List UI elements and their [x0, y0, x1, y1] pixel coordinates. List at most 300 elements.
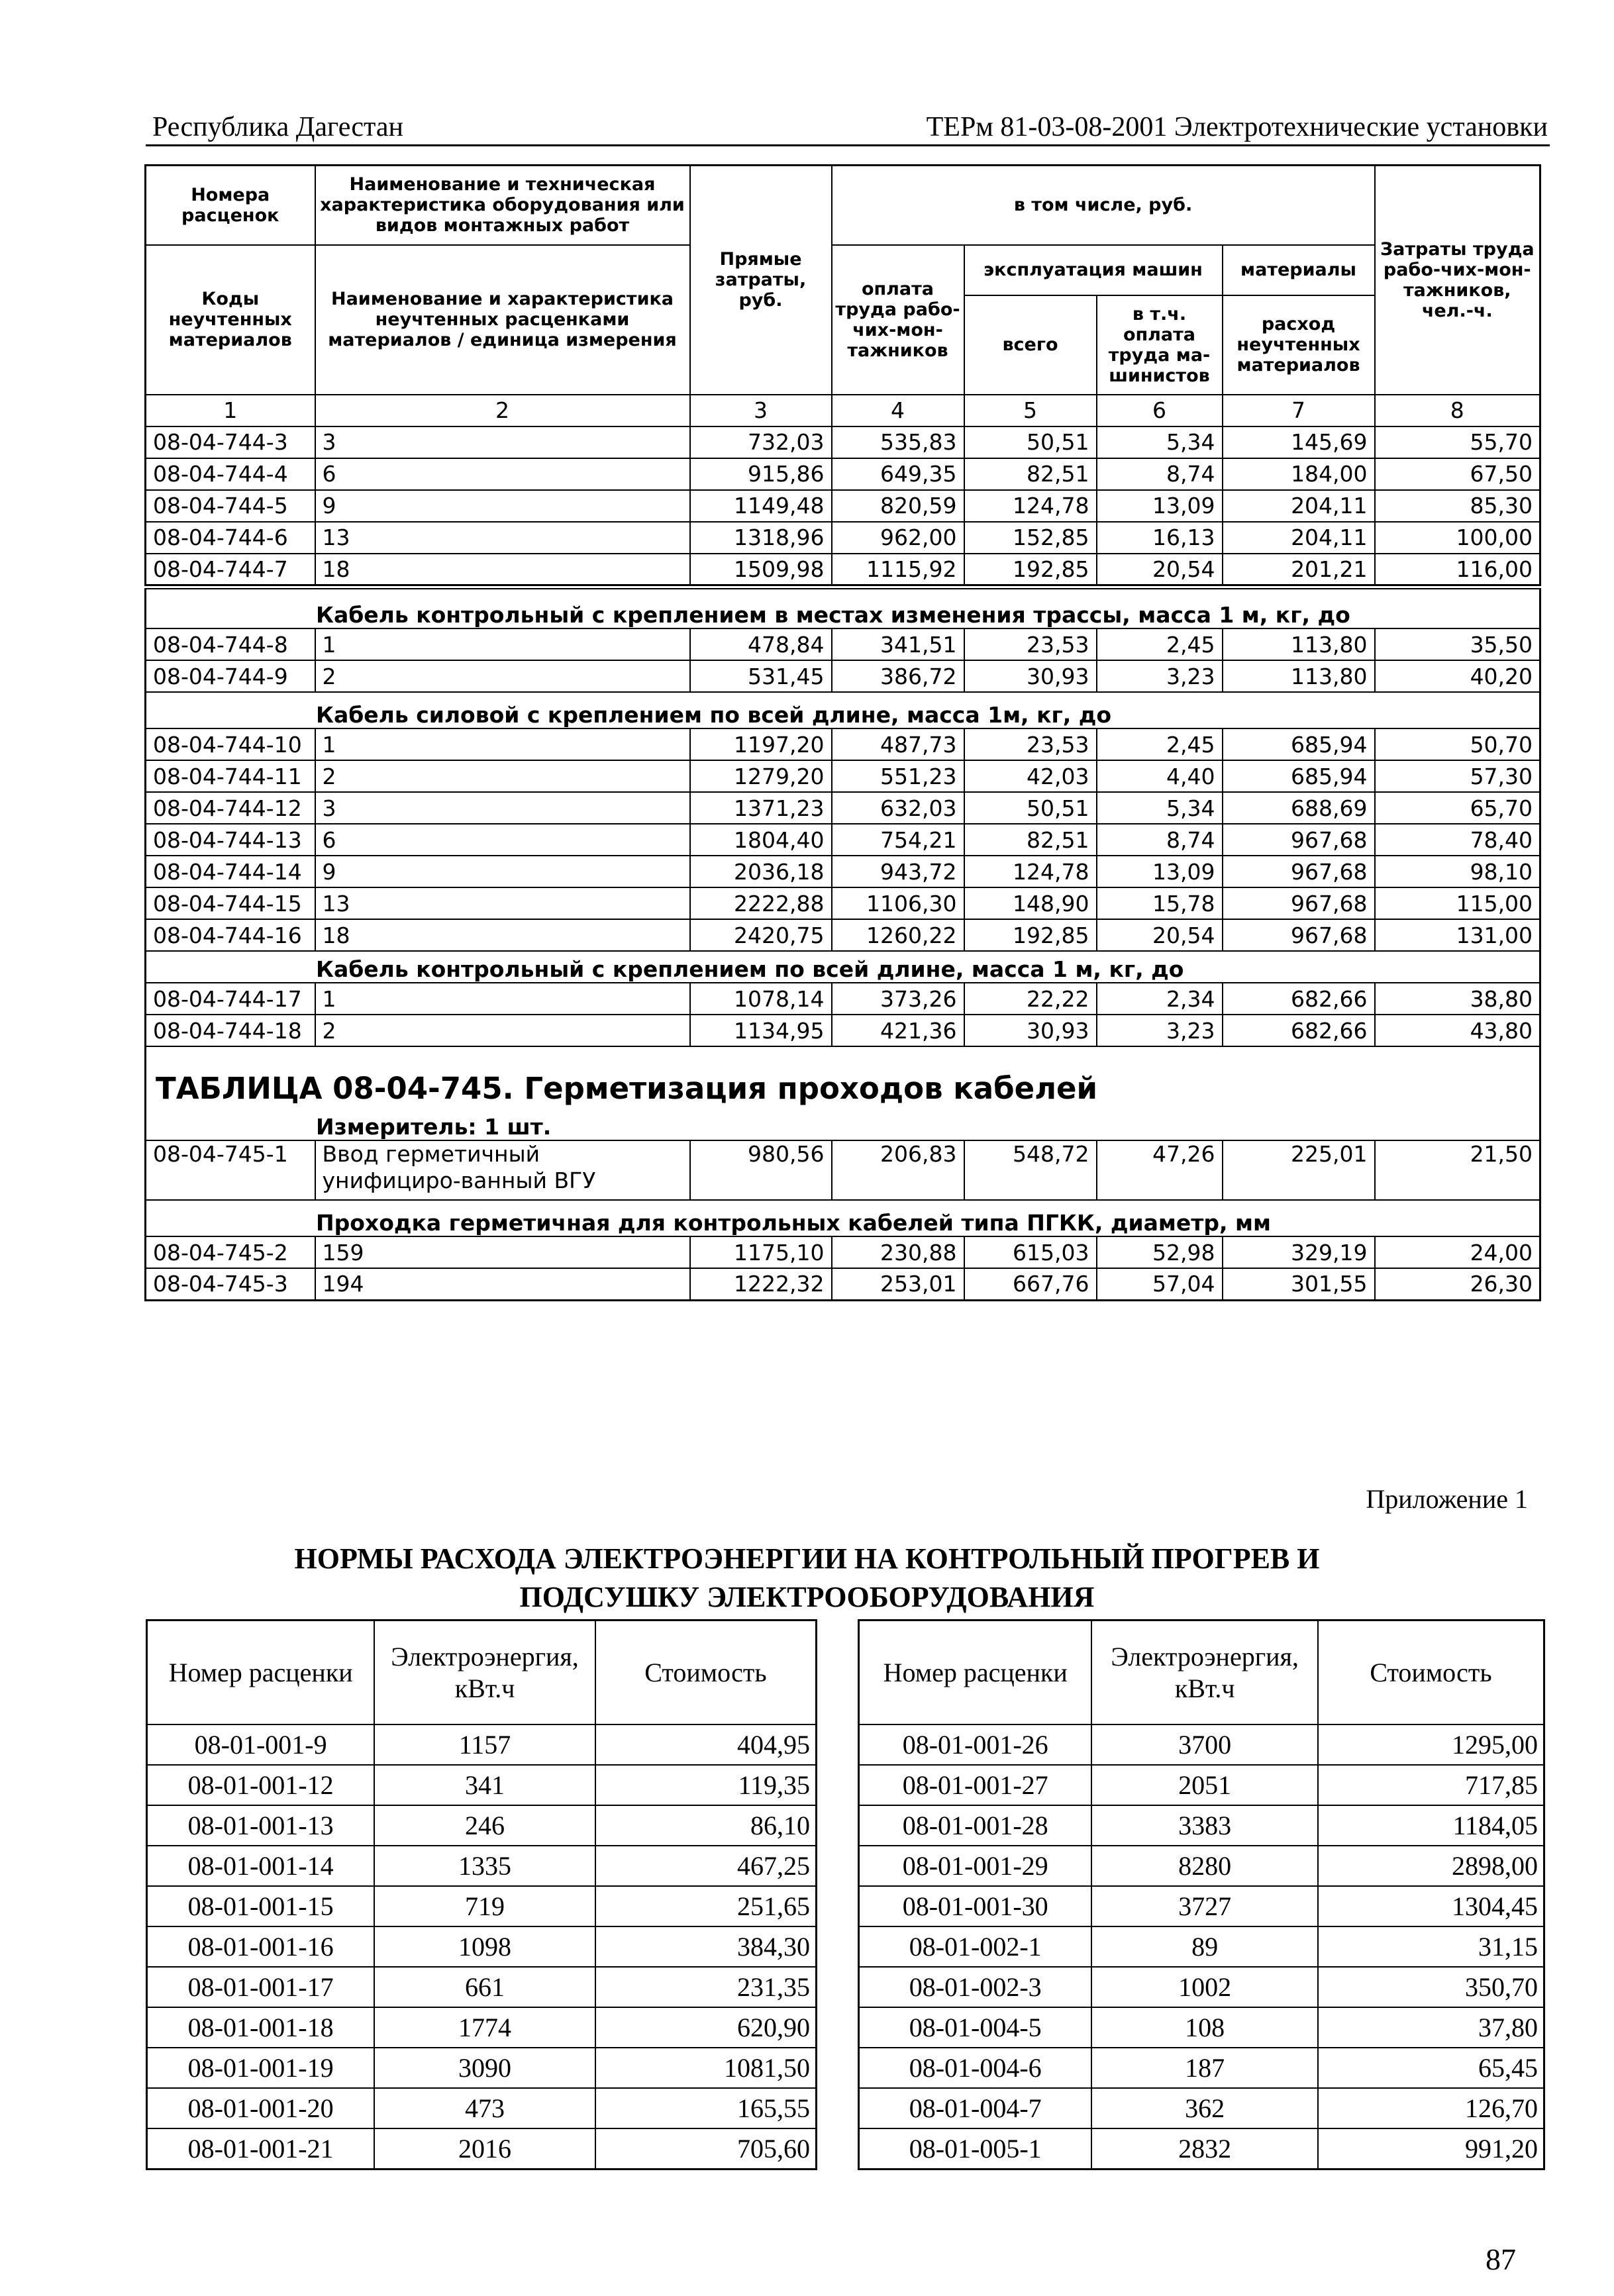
cell-value: 57,30 — [1375, 760, 1540, 792]
norm-row — [859, 2128, 1544, 2170]
rate-code: 08-04-744-16 — [146, 919, 315, 951]
appendix-title-line: ПОДСУШКУ ЭЛЕКТРООБОРУДОВАНИЯ — [519, 1581, 1095, 1613]
norm-energy: 89 — [1091, 1926, 1318, 1967]
norm-header: Стоимость — [595, 1621, 817, 1725]
cell-value: 421,36 — [832, 1015, 964, 1046]
table-row — [146, 760, 1540, 792]
cell-value: 152,85 — [964, 522, 1097, 554]
rows-744-b — [146, 628, 1540, 692]
cell-value: 551,23 — [832, 760, 964, 792]
rate-code: 08-04-744-10 — [146, 728, 315, 760]
norm-energy: 3700 — [1091, 1724, 1318, 1765]
norm-energy: 2016 — [374, 2128, 595, 2170]
table-row — [146, 1015, 1540, 1046]
cell-value: 47,26 — [1097, 1140, 1223, 1200]
cell-value: 1222,32 — [690, 1268, 832, 1300]
norm-rate-code: 08-01-001-16 — [147, 1926, 375, 1967]
norm-cost: 251,65 — [595, 1886, 817, 1926]
table-row — [146, 426, 1540, 458]
norm-rate-code: 08-01-001-12 — [147, 1765, 375, 1805]
cell-value: 685,94 — [1223, 728, 1375, 760]
norm-row — [147, 1805, 817, 1846]
table-row — [146, 522, 1540, 554]
norm-energy: 1157 — [374, 1724, 595, 1765]
norm-cost: 119,35 — [595, 1765, 817, 1805]
cell-value: 23,53 — [964, 628, 1097, 660]
table-row — [146, 628, 1540, 660]
cell-value: 548,72 — [964, 1140, 1097, 1200]
header-divider — [146, 144, 1550, 146]
cell-value: 1197,20 — [690, 728, 832, 760]
col-header-machinist-pay: в т.ч. оплата труда ма-шинистов — [1097, 295, 1223, 395]
col-header-materials: материалы — [1223, 245, 1375, 295]
col-header-including: в том числе, руб. — [832, 166, 1375, 245]
rate-code: 08-04-744-4 — [146, 458, 315, 490]
cell-value: 478,84 — [690, 628, 832, 660]
cell-value: 1804,40 — [690, 824, 832, 856]
norm-cost: 86,10 — [595, 1805, 817, 1846]
rates-table-top — [144, 164, 1541, 586]
cell-value: 115,00 — [1375, 887, 1540, 919]
cell-value: 23,53 — [964, 728, 1097, 760]
cell-value: 2222,88 — [690, 887, 832, 919]
norm-row — [859, 2048, 1544, 2088]
rate-code: 08-04-744-3 — [146, 426, 315, 458]
norm-rate-code: 08-01-001-19 — [147, 2048, 375, 2088]
norm-cost: 1184,05 — [1318, 1805, 1544, 1846]
norm-row — [859, 1724, 1544, 1765]
cell-value: 1509,98 — [690, 554, 832, 585]
cell-value: 373,26 — [832, 983, 964, 1015]
norm-row — [147, 2128, 817, 2170]
parameter: 3 — [315, 426, 690, 458]
col-header-direct-costs: Прямые затраты, руб. — [690, 166, 832, 395]
norm-energy: 2051 — [1091, 1765, 1318, 1805]
parameter: 18 — [315, 919, 690, 951]
cell-value: 230,88 — [832, 1236, 964, 1268]
cell-value: 55,70 — [1375, 426, 1540, 458]
norm-row — [147, 1765, 817, 1805]
cell-value: 1134,95 — [690, 1015, 832, 1046]
cell-value: 1175,10 — [690, 1236, 832, 1268]
cell-value: 50,51 — [964, 426, 1097, 458]
norm-cost: 1081,50 — [595, 2048, 817, 2088]
cell-value: 2,45 — [1097, 728, 1223, 760]
cell-value: 967,68 — [1223, 887, 1375, 919]
norm-cost: 37,80 — [1318, 2007, 1544, 2048]
parameter: 9 — [315, 490, 690, 522]
cell-value: 4,40 — [1097, 760, 1223, 792]
norm-rate-code: 08-01-001-15 — [147, 1886, 375, 1926]
rate-code: 08-04-744-8 — [146, 628, 315, 660]
cell-value: 204,11 — [1223, 522, 1375, 554]
norm-cost: 467,25 — [595, 1846, 817, 1886]
cell-value: 20,54 — [1097, 919, 1223, 951]
norm-rate-code: 08-01-004-6 — [859, 2048, 1092, 2088]
cell-value: 131,00 — [1375, 919, 1540, 951]
norm-rate-code: 08-01-002-3 — [859, 1967, 1092, 2007]
col-header-material-names: Наименование и характеристика неучтенных расценками материалов / единица измерения — [315, 245, 690, 395]
rows-744-a — [146, 426, 1540, 585]
norm-row — [147, 1846, 817, 1886]
col-header-names: Наименование и техническая характеристика оборудования или видов монтажных работ — [315, 166, 690, 245]
col-num: 1 — [146, 395, 315, 426]
cell-value: 82,51 — [964, 458, 1097, 490]
norm-cost: 1295,00 — [1318, 1724, 1544, 1765]
norm-rate-code: 08-01-001-20 — [147, 2088, 375, 2128]
cell-value: 682,66 — [1223, 1015, 1375, 1046]
norm-row — [859, 1967, 1544, 2007]
column-number-row — [146, 395, 1540, 426]
parameter: 2 — [315, 1015, 690, 1046]
norm-energy: 108 — [1091, 2007, 1318, 2048]
rate-code: 08-04-744-12 — [146, 792, 315, 824]
cell-value: 225,01 — [1223, 1140, 1375, 1200]
norm-cost: 404,95 — [595, 1724, 817, 1765]
norm-cost: 717,85 — [1318, 1765, 1544, 1805]
rate-code: 08-04-744-17 — [146, 983, 315, 1015]
norm-cost: 991,20 — [1318, 2128, 1544, 2170]
norm-cost: 620,90 — [595, 2007, 817, 2048]
col-num: 7 — [1223, 395, 1375, 426]
norm-row — [859, 2007, 1544, 2048]
norm-energy: 1098 — [374, 1926, 595, 1967]
col-num: 3 — [690, 395, 832, 426]
cell-value: 113,80 — [1223, 628, 1375, 660]
rate-code: 08-04-744-13 — [146, 824, 315, 856]
norm-energy: 3383 — [1091, 1805, 1318, 1846]
cell-value: 3,23 — [1097, 1015, 1223, 1046]
col-header-material-codes: Коды неучтенных материалов — [146, 245, 315, 395]
cell-value: 1279,20 — [690, 760, 832, 792]
cell-value: 754,21 — [832, 824, 964, 856]
norm-energy: 1774 — [374, 2007, 595, 2048]
rate-code: 08-04-745-3 — [146, 1268, 315, 1300]
norm-rate-code: 08-01-004-5 — [859, 2007, 1092, 2048]
cell-value: 65,70 — [1375, 792, 1540, 824]
cell-value: 967,68 — [1223, 856, 1375, 887]
cell-value: 100,00 — [1375, 522, 1540, 554]
table-row — [146, 660, 1540, 692]
col-header-machines: эксплуатация машин — [964, 245, 1223, 295]
norm-row — [859, 1765, 1544, 1805]
norm-rate-code: 08-01-001-14 — [147, 1846, 375, 1886]
parameter: 159 — [315, 1236, 690, 1268]
norm-header: Электроэнергия, кВт.ч — [1091, 1621, 1318, 1725]
cell-value: 184,00 — [1223, 458, 1375, 490]
col-header-worker-pay: оплата труда рабо-чих-мон-тажников — [832, 245, 964, 395]
norm-cost: 384,30 — [595, 1926, 817, 1967]
norm-cost: 350,70 — [1318, 1967, 1544, 2007]
table-row — [146, 490, 1540, 522]
rate-code: 08-04-744-11 — [146, 760, 315, 792]
cell-value: 1078,14 — [690, 983, 832, 1015]
cell-value: 113,80 — [1223, 660, 1375, 692]
cell-value: 1115,92 — [832, 554, 964, 585]
table-row — [146, 856, 1540, 887]
norm-rows-right — [859, 1724, 1544, 2170]
table-row — [146, 887, 1540, 919]
cell-value: 5,34 — [1097, 792, 1223, 824]
cell-value: 13,09 — [1097, 490, 1223, 522]
cell-value: 632,03 — [832, 792, 964, 824]
norm-energy: 661 — [374, 1967, 595, 2007]
cell-value: 116,00 — [1375, 554, 1540, 585]
cell-value: 980,56 — [690, 1140, 832, 1200]
cell-value: 78,40 — [1375, 824, 1540, 856]
table-row — [146, 728, 1540, 760]
norm-rate-code: 08-01-001-29 — [859, 1846, 1092, 1886]
cell-value: 124,78 — [964, 856, 1097, 887]
norm-rate-code: 08-01-005-1 — [859, 2128, 1092, 2170]
cell-value: 5,34 — [1097, 426, 1223, 458]
norm-energy: 719 — [374, 1886, 595, 1926]
table-row — [146, 792, 1540, 824]
section-title: Кабель силовой с креплением по всей длине, масса 1м, кг, до — [146, 692, 1540, 728]
norm-energy: 1002 — [1091, 1967, 1318, 2007]
cell-value: 487,73 — [832, 728, 964, 760]
table-row — [146, 983, 1540, 1015]
norm-row — [859, 1805, 1544, 1846]
rate-code: 08-04-744-6 — [146, 522, 315, 554]
cell-value: 35,50 — [1375, 628, 1540, 660]
col-num: 2 — [315, 395, 690, 426]
parameter: 1 — [315, 628, 690, 660]
cell-value: 667,76 — [964, 1268, 1097, 1300]
norm-row — [147, 1926, 817, 1967]
table-row — [146, 1268, 1540, 1300]
header-region: Республика Дагестан — [152, 112, 404, 142]
cell-value: 30,93 — [964, 1015, 1097, 1046]
cell-value: 2,34 — [1097, 983, 1223, 1015]
cell-value: 531,45 — [690, 660, 832, 692]
norm-row — [859, 2088, 1544, 2128]
norm-row — [147, 2048, 817, 2088]
norm-energy: 473 — [374, 2088, 595, 2128]
norm-rate-code: 08-01-001-9 — [147, 1724, 375, 1765]
norm-energy: 2832 — [1091, 2128, 1318, 2170]
appendix-label: Приложение 1 — [1366, 1484, 1528, 1514]
norm-row — [147, 1967, 817, 2007]
norm-row — [859, 1886, 1544, 1926]
cell-value: 615,03 — [964, 1236, 1097, 1268]
col-header-machines-total: всего — [964, 295, 1097, 395]
norm-rate-code: 08-01-001-28 — [859, 1805, 1092, 1846]
cell-value: 2036,18 — [690, 856, 832, 887]
cell-value: 43,80 — [1375, 1015, 1540, 1046]
cell-value: 16,13 — [1097, 522, 1223, 554]
cell-value: 40,20 — [1375, 660, 1540, 692]
cell-value: 124,78 — [964, 490, 1097, 522]
parameter: 9 — [315, 856, 690, 887]
cell-value: 30,93 — [964, 660, 1097, 692]
cell-value: 201,21 — [1223, 554, 1375, 585]
rates-table-bottom — [144, 588, 1541, 1301]
rate-code: 08-04-744-7 — [146, 554, 315, 585]
parameter: 3 — [315, 792, 690, 824]
header-document-code: ТЕРм 81-03-08-2001 Электротехнические установки — [926, 112, 1548, 142]
parameter: 194 — [315, 1268, 690, 1300]
rate-code: 08-04-744-14 — [146, 856, 315, 887]
cell-value: 50,70 — [1375, 728, 1540, 760]
norm-cost: 705,60 — [595, 2128, 817, 2170]
cell-value: 688,69 — [1223, 792, 1375, 824]
table-row — [146, 824, 1540, 856]
col-num: 8 — [1375, 395, 1540, 426]
parameter: 6 — [315, 824, 690, 856]
norm-cost: 126,70 — [1318, 2088, 1544, 2128]
norm-rate-code: 08-01-001-27 — [859, 1765, 1092, 1805]
rows-744-d — [146, 983, 1540, 1046]
table-row — [146, 1140, 1540, 1200]
cell-value: 204,11 — [1223, 490, 1375, 522]
cell-value: 685,94 — [1223, 760, 1375, 792]
page-number: 87 — [1486, 2242, 1516, 2276]
cell-value: 98,10 — [1375, 856, 1540, 887]
cell-value: 26,30 — [1375, 1268, 1540, 1300]
norm-energy: 362 — [1091, 2088, 1318, 2128]
table-745-title: ТАБЛИЦА 08-04-745. Герметизация проходов кабелей — [146, 1046, 1540, 1106]
norm-energy: 1335 — [374, 1846, 595, 1886]
cell-value: 145,69 — [1223, 426, 1375, 458]
appendix-title-line: НОРМЫ РАСХОДА ЭЛЕКТРОЭНЕРГИИ НА КОНТРОЛЬНЫЙ ПРОГРЕВ И — [294, 1542, 1320, 1575]
norm-row — [147, 2088, 817, 2128]
cell-value: 13,09 — [1097, 856, 1223, 887]
col-header-codes: Номера расценок — [146, 166, 315, 245]
norm-header: Стоимость — [1318, 1621, 1544, 1725]
norm-rate-code: 08-01-001-18 — [147, 2007, 375, 2048]
cell-value: 21,50 — [1375, 1140, 1540, 1200]
cell-value: 85,30 — [1375, 490, 1540, 522]
norm-rate-code: 08-01-002-1 — [859, 1926, 1092, 1967]
norm-row — [859, 1846, 1544, 1886]
cell-value: 967,68 — [1223, 824, 1375, 856]
cell-value: 15,78 — [1097, 887, 1223, 919]
cell-value: 649,35 — [832, 458, 964, 490]
cell-value: 22,22 — [964, 983, 1097, 1015]
cell-value: 2,45 — [1097, 628, 1223, 660]
parameter: 6 — [315, 458, 690, 490]
cell-value: 2420,75 — [690, 919, 832, 951]
norm-cost: 2898,00 — [1318, 1846, 1544, 1886]
table-row — [146, 554, 1540, 585]
norm-row — [859, 1926, 1544, 1967]
cell-value: 82,51 — [964, 824, 1097, 856]
col-num: 5 — [964, 395, 1097, 426]
parameter: 13 — [315, 522, 690, 554]
energy-norms-table-right — [858, 1619, 1545, 2170]
parameter: 18 — [315, 554, 690, 585]
cell-value: 24,00 — [1375, 1236, 1540, 1268]
parameter: 13 — [315, 887, 690, 919]
norm-cost: 1304,45 — [1318, 1886, 1544, 1926]
cell-value: 682,66 — [1223, 983, 1375, 1015]
norm-energy: 246 — [374, 1805, 595, 1846]
norm-energy: 3727 — [1091, 1886, 1318, 1926]
table-row — [146, 458, 1540, 490]
cell-value: 50,51 — [964, 792, 1097, 824]
cell-value: 962,00 — [832, 522, 964, 554]
cell-value: 386,72 — [832, 660, 964, 692]
cell-value: 943,72 — [832, 856, 964, 887]
cell-value: 52,98 — [1097, 1236, 1223, 1268]
norm-cost: 165,55 — [595, 2088, 817, 2128]
cell-value: 192,85 — [964, 919, 1097, 951]
norm-row — [147, 2007, 817, 2048]
col-header-unaccounted-materials: расход неучтенных материалов — [1223, 295, 1375, 395]
norm-energy: 341 — [374, 1765, 595, 1805]
section-title: Проходка герметичная для контрольных кабелей типа ПГКК, диаметр, мм — [146, 1200, 1540, 1236]
norm-energy: 3090 — [374, 2048, 595, 2088]
cell-value: 1149,48 — [690, 490, 832, 522]
energy-norms-table-left — [146, 1619, 817, 2170]
cell-value: 1371,23 — [690, 792, 832, 824]
parameter: 2 — [315, 660, 690, 692]
norm-rate-code: 08-01-001-13 — [147, 1805, 375, 1846]
cell-value: 329,19 — [1223, 1236, 1375, 1268]
section-title: Кабель контрольный с креплением в местах изменения трассы, масса 1 м, кг, до — [146, 589, 1540, 628]
col-header-labor: Затраты труда рабо-чих-мон-тажников, чел.-ч. — [1375, 166, 1540, 395]
table-row — [146, 1236, 1540, 1268]
cell-value: 148,90 — [964, 887, 1097, 919]
rows-745 — [146, 1236, 1540, 1300]
parameter: 1 — [315, 983, 690, 1015]
norm-rate-code: 08-01-001-30 — [859, 1886, 1092, 1926]
cell-value: 20,54 — [1097, 554, 1223, 585]
cell-value: 301,55 — [1223, 1268, 1375, 1300]
norm-header: Номер расценки — [147, 1621, 375, 1725]
cell-value: 57,04 — [1097, 1268, 1223, 1300]
cell-value: 820,59 — [832, 490, 964, 522]
parameter: 2 — [315, 760, 690, 792]
norm-rate-code: 08-01-001-17 — [147, 1967, 375, 2007]
cell-value: 206,83 — [832, 1140, 964, 1200]
rate-code: 08-04-744-18 — [146, 1015, 315, 1046]
norm-cost: 31,15 — [1318, 1926, 1544, 1967]
cell-value: 67,50 — [1375, 458, 1540, 490]
cell-value: 3,23 — [1097, 660, 1223, 692]
cell-value: 42,03 — [964, 760, 1097, 792]
norm-row — [147, 1886, 817, 1926]
parameter: 1 — [315, 728, 690, 760]
norm-cost: 231,35 — [595, 1967, 817, 2007]
col-num: 6 — [1097, 395, 1223, 426]
cell-value: 732,03 — [690, 426, 832, 458]
rate-code: 08-04-744-5 — [146, 490, 315, 522]
cell-value: 253,01 — [832, 1268, 964, 1300]
rate-code: 08-04-744-15 — [146, 887, 315, 919]
cell-value: 1260,22 — [832, 919, 964, 951]
norm-energy: 8280 — [1091, 1846, 1318, 1886]
norm-rate-code: 08-01-001-26 — [859, 1724, 1092, 1765]
cell-value: 192,85 — [964, 554, 1097, 585]
cell-value: 967,68 — [1223, 919, 1375, 951]
norm-rows-left — [147, 1724, 817, 2170]
norm-header: Номер расценки — [859, 1621, 1092, 1725]
work-name: Ввод герметичный унифициро-ванный ВГУ — [315, 1140, 690, 1200]
section-title: Кабель контрольный с креплением по всей длине, масса 1 м, кг, до — [146, 951, 1540, 983]
cell-value: 915,86 — [690, 458, 832, 490]
table-745-unit: Измеритель: 1 шт. — [146, 1106, 1540, 1140]
norm-row — [147, 1724, 817, 1765]
cell-value: 38,80 — [1375, 983, 1540, 1015]
norm-cost: 65,45 — [1318, 2048, 1544, 2088]
cell-value: 8,74 — [1097, 458, 1223, 490]
table-row — [146, 919, 1540, 951]
norm-header: Электроэнергия, кВт.ч — [374, 1621, 595, 1725]
col-num: 4 — [832, 395, 964, 426]
rows-744-c — [146, 728, 1540, 951]
